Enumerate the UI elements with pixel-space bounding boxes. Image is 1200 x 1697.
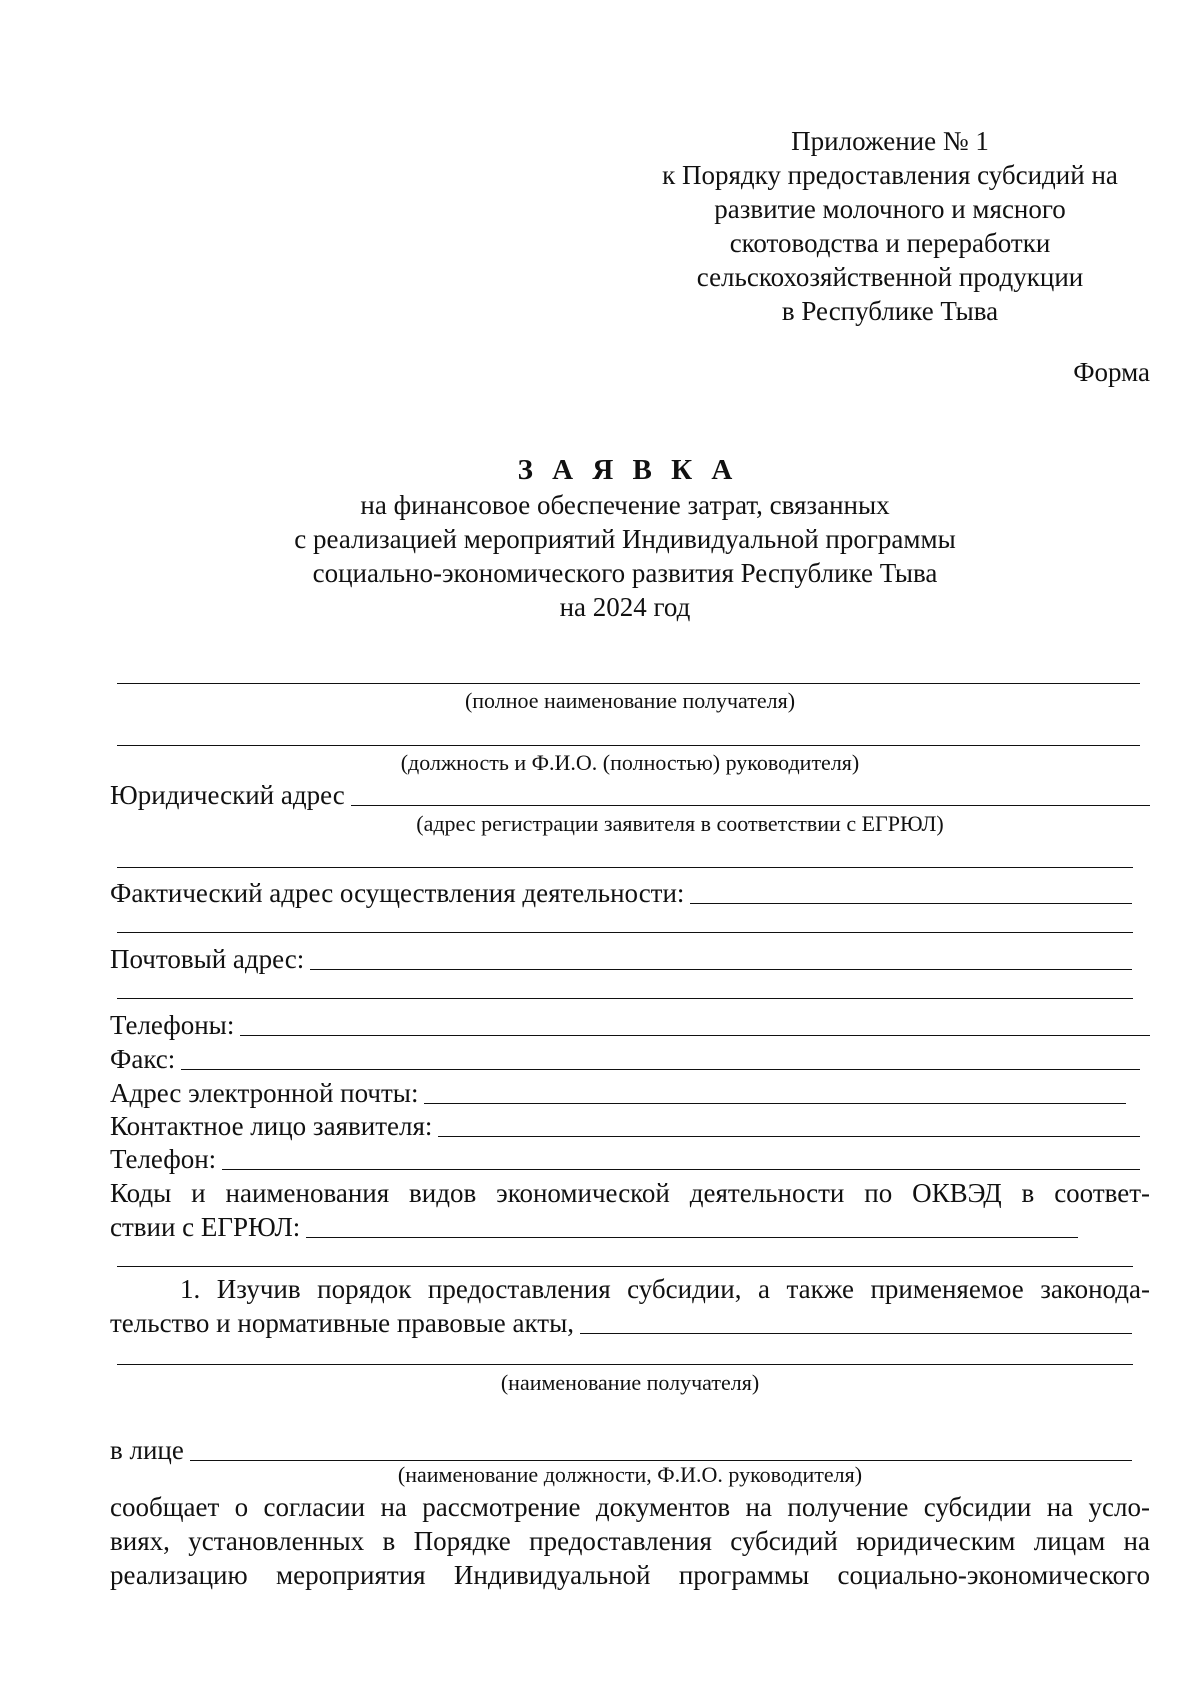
recipient-name-short-line[interactable] bbox=[117, 1364, 1133, 1365]
okved-input-line[interactable] bbox=[306, 1237, 1078, 1238]
phone-field[interactable] bbox=[110, 1142, 1150, 1176]
appendix-line: скотоводства и переработки bbox=[729, 228, 1051, 258]
paragraph1-line2: тельство и нормативные правовые акты, bbox=[110, 1308, 574, 1338]
phone-label: Телефон: bbox=[110, 1144, 217, 1174]
actual-address-label: Фактический адрес осуществления деятельности: bbox=[110, 878, 685, 908]
in-person-label: в лице bbox=[110, 1435, 184, 1465]
recipient-name-line[interactable] bbox=[117, 683, 1140, 684]
legal-address-input-line[interactable] bbox=[351, 805, 1150, 806]
contact-person-label: Контактное лицо заявителя: bbox=[110, 1111, 433, 1141]
appendix-line: сельскохозяйственной продукции bbox=[696, 262, 1084, 292]
paragraph2-line2: виях, установленных в Порядке предоставления субсидий юридическим лицам на bbox=[110, 1526, 1150, 1556]
phone-input-line[interactable] bbox=[222, 1169, 1140, 1170]
title-heading: З А Я В К А bbox=[517, 454, 739, 486]
phones-field[interactable] bbox=[110, 1008, 1150, 1042]
okved-field[interactable] bbox=[110, 1210, 1150, 1244]
fax-field[interactable] bbox=[110, 1042, 1150, 1076]
head-name-line[interactable] bbox=[117, 745, 1140, 746]
caption-legal-address: (адрес регистрации заявителя в соответствии с ЕГРЮЛ) bbox=[416, 811, 944, 836]
appendix-line: развитие молочного и мясного bbox=[714, 194, 1066, 224]
title-line: социально-экономического развития Республике Тыва bbox=[312, 558, 938, 588]
fax-input-line[interactable] bbox=[181, 1069, 1140, 1070]
actual-address-input-line[interactable] bbox=[690, 903, 1132, 904]
caption-head-position-name: (должность и Ф.И.О. (полностью) руководителя) bbox=[400, 750, 860, 775]
fax-label: Факс: bbox=[110, 1044, 176, 1074]
contact-person-input-line[interactable] bbox=[438, 1136, 1140, 1137]
okved-label-line1: Коды и наименования видов экономической деятельности по ОКВЭД в соответ- bbox=[110, 1178, 1150, 1208]
caption-recipient-name: (наименование получателя) bbox=[500, 1370, 760, 1395]
paragraph1-line1: 1. Изучив порядок предоставления субсидии, а также применяемое законода- bbox=[180, 1274, 1150, 1304]
caption-recipient-full-name: (полное наименование получателя) bbox=[464, 688, 796, 713]
appendix-line: к Порядку предоставления субсидий на bbox=[662, 160, 1118, 190]
email-label: Адрес электронной почты: bbox=[110, 1078, 419, 1108]
appendix-header bbox=[630, 124, 1150, 328]
title-line: с реализацией мероприятий Индивидуальной программы bbox=[294, 524, 956, 554]
phones-label: Телефоны: bbox=[110, 1010, 235, 1040]
appendix-line: Приложение № 1 bbox=[791, 126, 989, 156]
form-label: Форма bbox=[1073, 357, 1150, 387]
paragraph1-input-line[interactable] bbox=[580, 1333, 1132, 1334]
legal-address-label: Юридический адрес bbox=[110, 780, 345, 810]
okved-label-line2: ствии с ЕГРЮЛ: bbox=[110, 1212, 301, 1242]
postal-address-field[interactable] bbox=[110, 942, 1150, 976]
title-line: на 2024 год bbox=[559, 592, 691, 622]
paragraph2-line3: реализацию мероприятия Индивидуальной программы социально-экономического bbox=[110, 1560, 1150, 1590]
okved-extra-line[interactable] bbox=[117, 1266, 1133, 1267]
actual-address-field[interactable] bbox=[110, 876, 1150, 910]
postal-address-label: Почтовый адрес: bbox=[110, 944, 305, 974]
postal-address-input-line[interactable] bbox=[310, 969, 1132, 970]
phones-upper-line[interactable] bbox=[117, 998, 1133, 999]
legal-address-field[interactable] bbox=[110, 778, 1150, 812]
phones-input-line[interactable] bbox=[240, 1035, 1150, 1036]
paragraph1-field[interactable] bbox=[110, 1306, 1150, 1340]
title-line: на финансовое обеспечение затрат, связанных bbox=[360, 490, 890, 520]
actual-address-upper-line[interactable] bbox=[117, 867, 1133, 868]
paragraph2-line1: сообщает о согласии на рассмотрение документов на получение субсидии на усло- bbox=[110, 1492, 1150, 1522]
contact-person-field[interactable] bbox=[110, 1109, 1150, 1143]
caption-head-position-fio: (наименование должности, Ф.И.О. руководителя) bbox=[397, 1462, 863, 1487]
document-title bbox=[200, 452, 1050, 624]
email-input-line[interactable] bbox=[424, 1103, 1126, 1104]
in-person-input-line[interactable] bbox=[190, 1460, 1132, 1461]
email-field[interactable] bbox=[110, 1076, 1150, 1110]
appendix-line: в Республике Тыва bbox=[781, 296, 999, 326]
postal-address-upper-line[interactable] bbox=[117, 932, 1133, 933]
